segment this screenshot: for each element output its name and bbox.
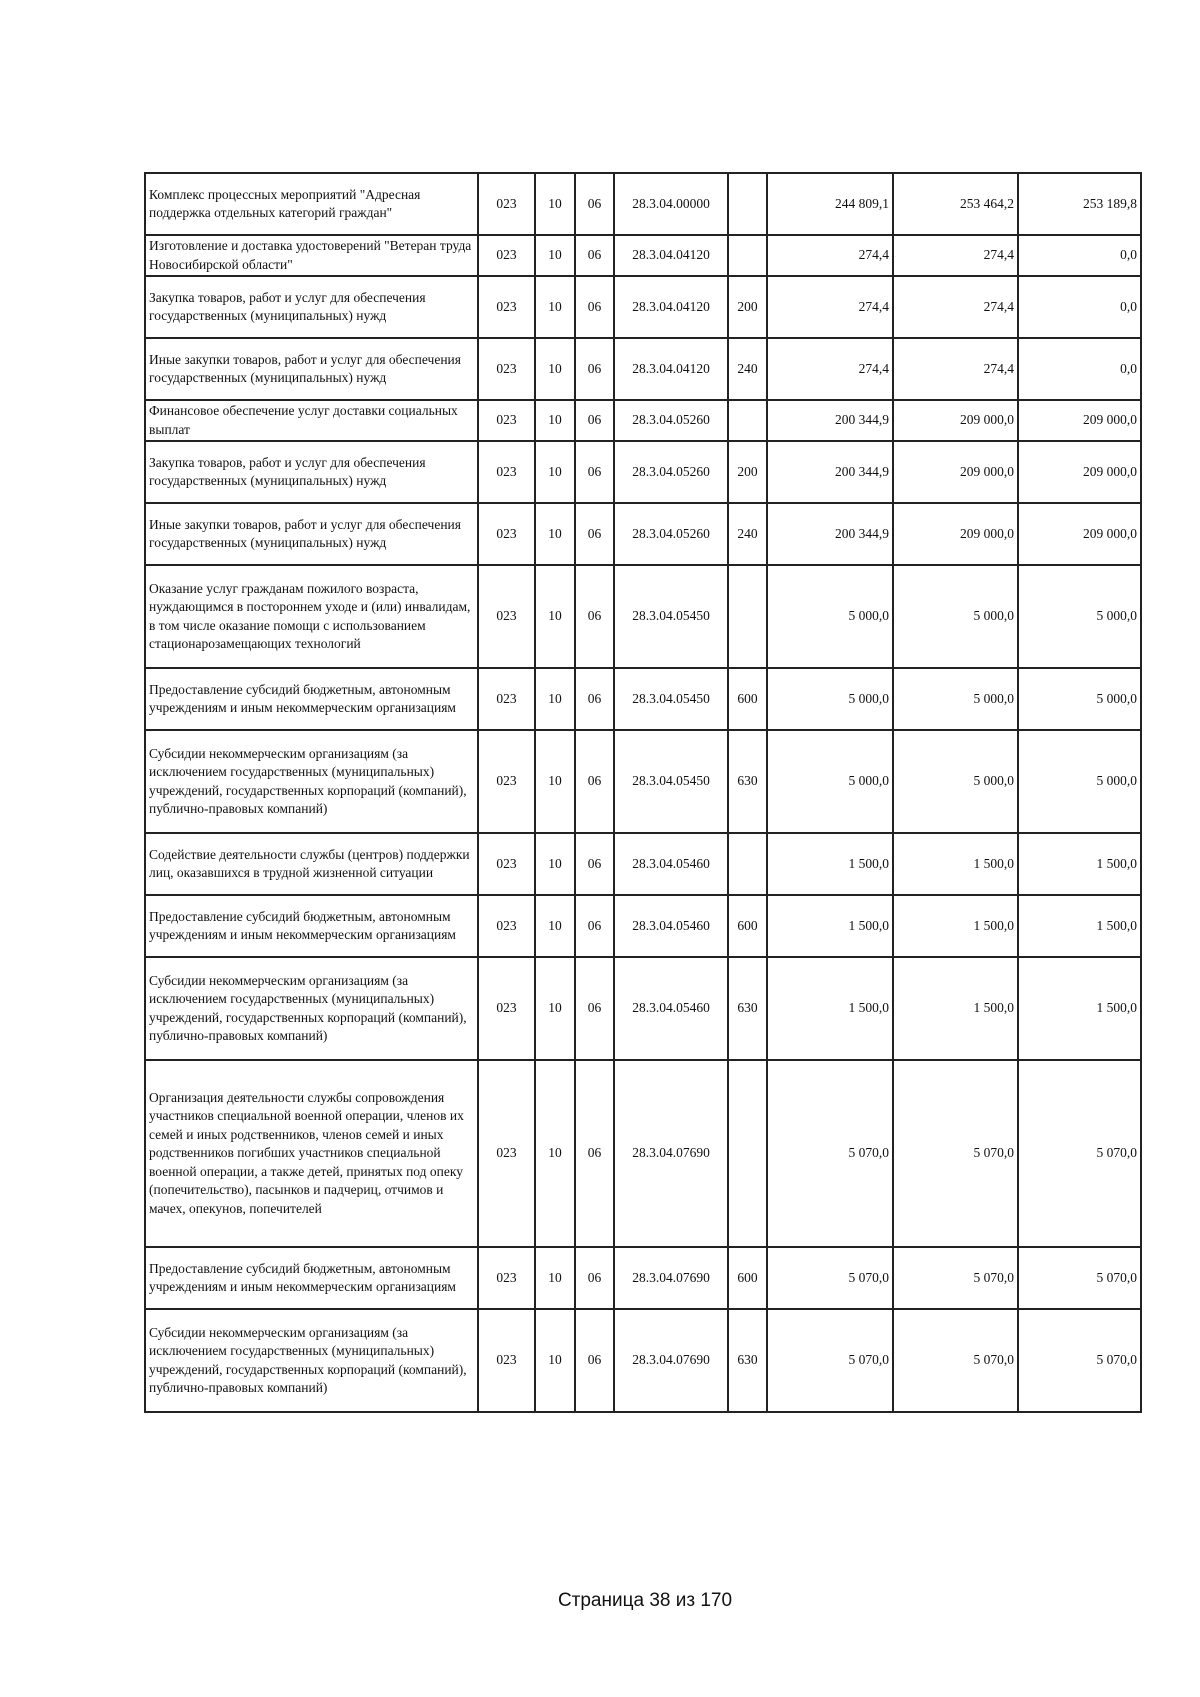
ministry-code: 023 — [478, 730, 535, 833]
expense-type-code: 600 — [728, 668, 767, 730]
amount-year-2: 1 500,0 — [893, 895, 1018, 957]
page-number: Страница 38 из 170 — [557, 1590, 733, 1611]
section-code: 10 — [535, 833, 575, 895]
amount-year-1: 5 000,0 — [767, 565, 893, 668]
table-row — [145, 400, 1141, 441]
expense-type-code: 600 — [728, 1247, 767, 1309]
table-row — [145, 276, 1141, 338]
ministry-code: 023 — [478, 668, 535, 730]
subsection-code: 06 — [575, 895, 614, 957]
item-name: Иные закупки товаров, работ и услуг для обеспечения государственных (муниципальных) нужд — [145, 338, 478, 400]
item-name: Организация деятельности службы сопровождения участников специальной военной операции, членов их семей и иных родственников, членов семей и иных родственников погибших участников специальной военной операции, а также детей, принятых под опеку (попечительство), пасынков и падчериц, отчимов и мачех, опекунов, попечителей — [145, 1060, 478, 1247]
table-row — [145, 1060, 1141, 1247]
target-article-code: 28.3.04.07690 — [614, 1060, 728, 1247]
amount-year-2: 209 000,0 — [893, 400, 1018, 441]
ministry-code: 023 — [478, 503, 535, 565]
amount-year-2: 1 500,0 — [893, 833, 1018, 895]
ministry-code: 023 — [478, 565, 535, 668]
amount-year-1: 5 000,0 — [767, 730, 893, 833]
table-row — [145, 503, 1141, 565]
section-code: 10 — [535, 503, 575, 565]
amount-year-3: 5 000,0 — [1018, 565, 1141, 668]
amount-year-3: 209 000,0 — [1018, 503, 1141, 565]
target-article-code: 28.3.04.05260 — [614, 503, 728, 565]
table-row — [145, 441, 1141, 503]
amount-year-1: 5 070,0 — [767, 1309, 893, 1412]
amount-year-1: 200 344,9 — [767, 503, 893, 565]
subsection-code: 06 — [575, 730, 614, 833]
amount-year-3: 253 189,8 — [1018, 173, 1141, 235]
table-row — [145, 957, 1141, 1060]
ministry-code: 023 — [478, 400, 535, 441]
expense-type-code: 630 — [728, 730, 767, 833]
amount-year-2: 274,4 — [893, 276, 1018, 338]
section-code: 10 — [535, 338, 575, 400]
expense-type-code: 240 — [728, 338, 767, 400]
amount-year-2: 253 464,2 — [893, 173, 1018, 235]
amount-year-1: 200 344,9 — [767, 400, 893, 441]
target-article-code: 28.3.04.05460 — [614, 833, 728, 895]
table-row — [145, 668, 1141, 730]
amount-year-1: 200 344,9 — [767, 441, 893, 503]
target-article-code: 28.3.04.05450 — [614, 668, 728, 730]
target-article-code: 28.3.04.04120 — [614, 338, 728, 400]
item-name: Предоставление субсидий бюджетным, автономным учреждениям и иным некоммерческим организациям — [145, 668, 478, 730]
expense-type-code: 200 — [728, 441, 767, 503]
subsection-code: 06 — [575, 565, 614, 668]
amount-year-1: 1 500,0 — [767, 833, 893, 895]
target-article-code: 28.3.04.07690 — [614, 1247, 728, 1309]
ministry-code: 023 — [478, 338, 535, 400]
amount-year-1: 5 070,0 — [767, 1060, 893, 1247]
target-article-code: 28.3.04.05450 — [614, 565, 728, 668]
expense-type-code — [728, 1060, 767, 1247]
section-code: 10 — [535, 276, 575, 338]
amount-year-2: 5 070,0 — [893, 1309, 1018, 1412]
amount-year-3: 5 000,0 — [1018, 730, 1141, 833]
ministry-code: 023 — [478, 276, 535, 338]
expense-type-code — [728, 400, 767, 441]
section-code: 10 — [535, 1060, 575, 1247]
expense-type-code — [728, 173, 767, 235]
ministry-code: 023 — [478, 173, 535, 235]
item-name: Содействие деятельности службы (центров) поддержки лиц, оказавшихся в трудной жизненной ситуации — [145, 833, 478, 895]
target-article-code: 28.3.04.05450 — [614, 730, 728, 833]
expense-type-code: 240 — [728, 503, 767, 565]
amount-year-2: 1 500,0 — [893, 957, 1018, 1060]
table-row — [145, 730, 1141, 833]
table-row — [145, 565, 1141, 668]
target-article-code: 28.3.04.05460 — [614, 957, 728, 1060]
subsection-code: 06 — [575, 833, 614, 895]
amount-year-3: 0,0 — [1018, 276, 1141, 338]
subsection-code: 06 — [575, 441, 614, 503]
amount-year-3: 5 070,0 — [1018, 1060, 1141, 1247]
amount-year-1: 1 500,0 — [767, 895, 893, 957]
amount-year-1: 1 500,0 — [767, 957, 893, 1060]
amount-year-2: 5 000,0 — [893, 668, 1018, 730]
subsection-code: 06 — [575, 235, 614, 276]
ministry-code: 023 — [478, 441, 535, 503]
table-row — [145, 338, 1141, 400]
subsection-code: 06 — [575, 400, 614, 441]
item-name: Иные закупки товаров, работ и услуг для обеспечения государственных (муниципальных) нужд — [145, 503, 478, 565]
section-code: 10 — [535, 1247, 575, 1309]
target-article-code: 28.3.04.00000 — [614, 173, 728, 235]
amount-year-2: 5 000,0 — [893, 565, 1018, 668]
item-name: Закупка товаров, работ и услуг для обеспечения государственных (муниципальных) нужд — [145, 441, 478, 503]
amount-year-3: 1 500,0 — [1018, 833, 1141, 895]
target-article-code: 28.3.04.05460 — [614, 895, 728, 957]
subsection-code: 06 — [575, 338, 614, 400]
subsection-code: 06 — [575, 668, 614, 730]
amount-year-2: 5 070,0 — [893, 1247, 1018, 1309]
table-row — [145, 833, 1141, 895]
item-name: Субсидии некоммерческим организациям (за исключением государственных (муниципальных) учреждений, государственных корпораций (компаний), публично-правовых компаний) — [145, 730, 478, 833]
expense-type-code: 200 — [728, 276, 767, 338]
ministry-code: 023 — [478, 235, 535, 276]
item-name: Изготовление и доставка удостоверений "Ветеран труда Новосибирской области" — [145, 235, 478, 276]
amount-year-1: 274,4 — [767, 338, 893, 400]
subsection-code: 06 — [575, 957, 614, 1060]
amount-year-1: 274,4 — [767, 276, 893, 338]
subsection-code: 06 — [575, 276, 614, 338]
budget-table — [144, 172, 1142, 1413]
section-code: 10 — [535, 235, 575, 276]
item-name: Оказание услуг гражданам пожилого возраста, нуждающимся в постороннем уходе и (или) инвалидам, в том числе оказание помощи с использованием стационарозамещающих технологий — [145, 565, 478, 668]
section-code: 10 — [535, 895, 575, 957]
item-name: Предоставление субсидий бюджетным, автономным учреждениям и иным некоммерческим организациям — [145, 1247, 478, 1309]
table-row — [145, 1309, 1141, 1412]
section-code: 10 — [535, 1309, 575, 1412]
target-article-code: 28.3.04.04120 — [614, 235, 728, 276]
section-code: 10 — [535, 668, 575, 730]
section-code: 10 — [535, 441, 575, 503]
table-row — [145, 235, 1141, 276]
amount-year-2: 5 000,0 — [893, 730, 1018, 833]
amount-year-2: 209 000,0 — [893, 441, 1018, 503]
amount-year-3: 5 000,0 — [1018, 668, 1141, 730]
item-name: Субсидии некоммерческим организациям (за исключением государственных (муниципальных) учреждений, государственных корпораций (компаний), публично-правовых компаний) — [145, 957, 478, 1060]
expense-type-code: 630 — [728, 957, 767, 1060]
amount-year-3: 5 070,0 — [1018, 1309, 1141, 1412]
amount-year-1: 5 000,0 — [767, 668, 893, 730]
ministry-code: 023 — [478, 957, 535, 1060]
subsection-code: 06 — [575, 503, 614, 565]
item-name: Финансовое обеспечение услуг доставки социальных выплат — [145, 400, 478, 441]
target-article-code: 28.3.04.05260 — [614, 400, 728, 441]
amount-year-3: 1 500,0 — [1018, 957, 1141, 1060]
section-code: 10 — [535, 400, 575, 441]
table-row — [145, 1247, 1141, 1309]
amount-year-3: 209 000,0 — [1018, 441, 1141, 503]
amount-year-1: 244 809,1 — [767, 173, 893, 235]
amount-year-2: 274,4 — [893, 235, 1018, 276]
ministry-code: 023 — [478, 833, 535, 895]
table-row — [145, 895, 1141, 957]
expense-type-code: 630 — [728, 1309, 767, 1412]
table-row — [145, 173, 1141, 235]
amount-year-2: 209 000,0 — [893, 503, 1018, 565]
item-name: Комплекс процессных мероприятий "Адресная поддержка отдельных категорий граждан" — [145, 173, 478, 235]
ministry-code: 023 — [478, 1309, 535, 1412]
item-name: Субсидии некоммерческим организациям (за исключением государственных (муниципальных) учреждений, государственных корпораций (компаний), публично-правовых компаний) — [145, 1309, 478, 1412]
expense-type-code — [728, 833, 767, 895]
amount-year-3: 209 000,0 — [1018, 400, 1141, 441]
amount-year-2: 274,4 — [893, 338, 1018, 400]
subsection-code: 06 — [575, 1309, 614, 1412]
section-code: 10 — [535, 173, 575, 235]
expense-type-code — [728, 235, 767, 276]
amount-year-2: 5 070,0 — [893, 1060, 1018, 1247]
amount-year-1: 5 070,0 — [767, 1247, 893, 1309]
target-article-code: 28.3.04.04120 — [614, 276, 728, 338]
ministry-code: 023 — [478, 895, 535, 957]
section-code: 10 — [535, 730, 575, 833]
section-code: 10 — [535, 957, 575, 1060]
amount-year-3: 0,0 — [1018, 338, 1141, 400]
item-name: Предоставление субсидий бюджетным, автономным учреждениям и иным некоммерческим организациям — [145, 895, 478, 957]
amount-year-3: 1 500,0 — [1018, 895, 1141, 957]
section-code: 10 — [535, 565, 575, 668]
amount-year-3: 0,0 — [1018, 235, 1141, 276]
subsection-code: 06 — [575, 173, 614, 235]
subsection-code: 06 — [575, 1247, 614, 1309]
ministry-code: 023 — [478, 1060, 535, 1247]
item-name: Закупка товаров, работ и услуг для обеспечения государственных (муниципальных) нужд — [145, 276, 478, 338]
expense-type-code — [728, 565, 767, 668]
subsection-code: 06 — [575, 1060, 614, 1247]
amount-year-3: 5 070,0 — [1018, 1247, 1141, 1309]
target-article-code: 28.3.04.05260 — [614, 441, 728, 503]
ministry-code: 023 — [478, 1247, 535, 1309]
target-article-code: 28.3.04.07690 — [614, 1309, 728, 1412]
expense-type-code: 600 — [728, 895, 767, 957]
table-body — [145, 173, 1141, 1412]
amount-year-1: 274,4 — [767, 235, 893, 276]
